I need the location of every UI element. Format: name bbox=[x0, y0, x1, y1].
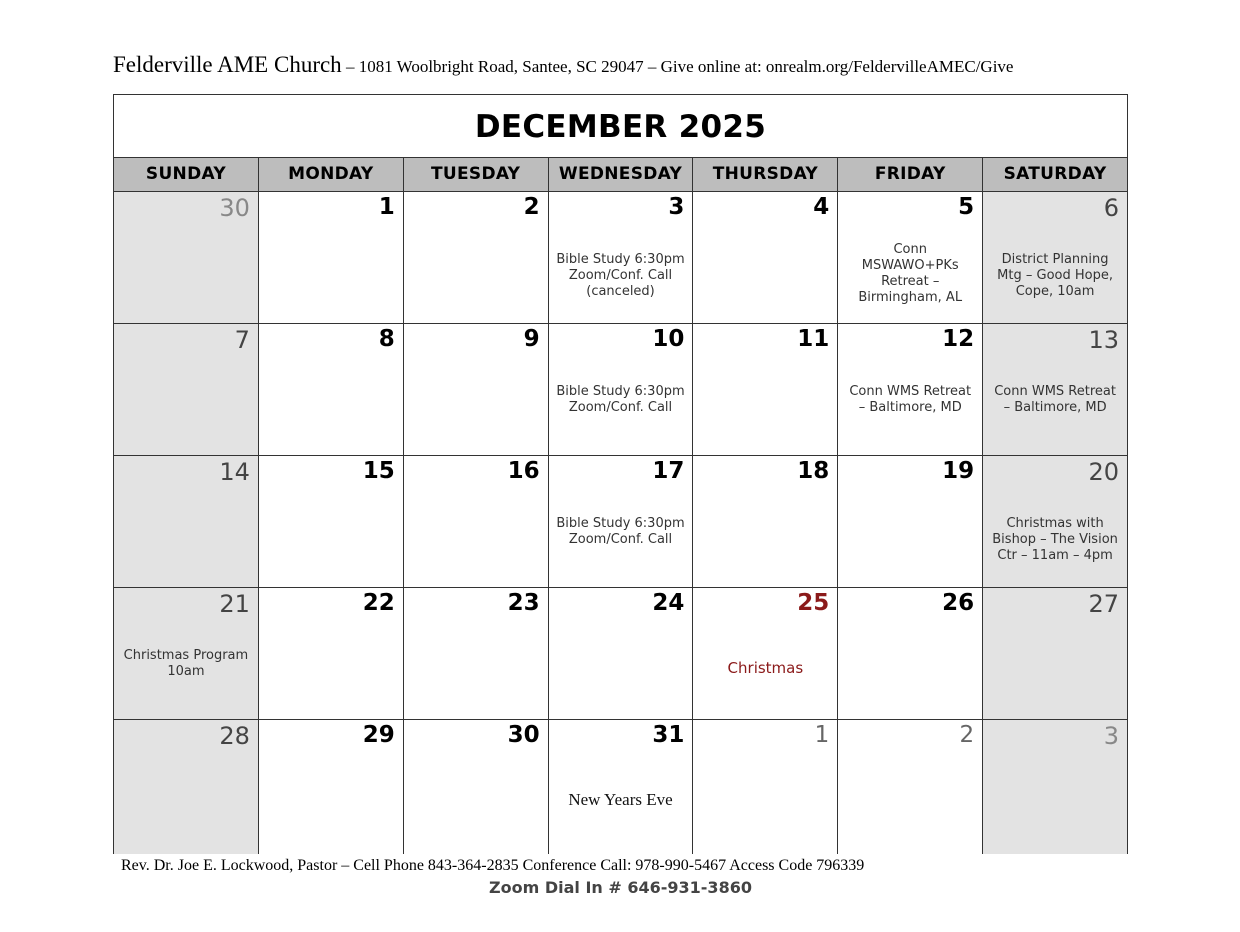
day-cell bbox=[549, 720, 694, 854]
day-number: 30 bbox=[507, 722, 540, 748]
zoom-dial-in: Zoom Dial In # 646-931-3860 bbox=[489, 878, 752, 897]
day-cell bbox=[404, 720, 549, 854]
day-cell bbox=[838, 720, 983, 854]
day-number: 18 bbox=[797, 458, 830, 484]
dow-monday: MONDAY bbox=[259, 158, 404, 191]
day-cell bbox=[114, 192, 259, 323]
pastor-contact: Rev. Dr. Joe E. Lockwood, Pastor – Cell Phone 843-364-2835 Conference Call: 978-990-5467 Access Code 796339 bbox=[121, 857, 865, 874]
day-cell bbox=[983, 588, 1127, 719]
day-of-week-header bbox=[114, 158, 1127, 192]
day-cell bbox=[983, 456, 1127, 587]
calendar-week bbox=[114, 588, 1127, 720]
day-cell bbox=[549, 588, 694, 719]
calendar-event: Christmas Program 10am bbox=[123, 648, 249, 679]
day-number: 9 bbox=[523, 326, 540, 352]
day-cell bbox=[838, 192, 983, 323]
day-number: 27 bbox=[1088, 590, 1120, 618]
day-cell bbox=[114, 588, 259, 719]
dow-thursday: THURSDAY bbox=[693, 158, 838, 191]
day-cell bbox=[404, 456, 549, 587]
dow-friday: FRIDAY bbox=[838, 158, 983, 191]
day-cell bbox=[983, 324, 1127, 455]
day-number: 1 bbox=[814, 722, 830, 748]
day-number: 24 bbox=[652, 590, 685, 616]
day-cell bbox=[549, 456, 694, 587]
church-header bbox=[113, 52, 1133, 78]
day-number: 25 bbox=[797, 590, 830, 616]
day-number: 3 bbox=[668, 194, 685, 220]
day-cell bbox=[259, 192, 404, 323]
dow-sunday: SUNDAY bbox=[114, 158, 259, 191]
day-number: 2 bbox=[959, 722, 975, 748]
day-number: 29 bbox=[362, 722, 395, 748]
day-number: 30 bbox=[219, 194, 250, 222]
day-number: 5 bbox=[958, 194, 975, 220]
calendar-grid bbox=[114, 192, 1127, 854]
day-number: 6 bbox=[1103, 194, 1120, 222]
day-cell bbox=[404, 324, 549, 455]
day-number: 11 bbox=[797, 326, 830, 352]
day-cell bbox=[404, 588, 549, 719]
calendar-week bbox=[114, 324, 1127, 456]
day-cell bbox=[114, 456, 259, 587]
day-cell bbox=[693, 324, 838, 455]
calendar-event: Conn WMS Retreat – Baltimore, MD bbox=[849, 384, 972, 415]
calendar-event: Conn MSWAWO+PKs Retreat – Birmingham, AL bbox=[858, 242, 963, 305]
church-name: Felderville AME Church bbox=[113, 52, 342, 77]
day-number: 22 bbox=[362, 590, 395, 616]
day-cell bbox=[693, 720, 838, 854]
day-number: 10 bbox=[652, 326, 685, 352]
day-cell bbox=[693, 192, 838, 323]
calendar-event: Bible Study 6:30pm Zoom/Conf. Call bbox=[556, 516, 685, 547]
day-number: 31 bbox=[652, 722, 685, 748]
church-address: – 1081 Woolbright Road, Santee, SC 29047 – Give online at: onrealm.org/FeldervilleAMEC/Give bbox=[341, 57, 1014, 76]
dow-tuesday: TUESDAY bbox=[404, 158, 549, 191]
day-number: 8 bbox=[378, 326, 395, 352]
calendar-event: New Years Eve bbox=[568, 790, 673, 809]
calendar-week bbox=[114, 456, 1127, 588]
calendar-week bbox=[114, 720, 1127, 854]
calendar-event: Bible Study 6:30pm Zoom/Conf. Call (canceled) bbox=[556, 252, 685, 299]
day-number: 3 bbox=[1103, 722, 1120, 750]
day-cell bbox=[259, 720, 404, 854]
dow-saturday: SATURDAY bbox=[1003, 164, 1107, 184]
day-cell bbox=[404, 192, 549, 323]
day-number: 15 bbox=[362, 458, 395, 484]
day-number: 26 bbox=[942, 590, 975, 616]
calendar-event: Bible Study 6:30pm Zoom/Conf. Call bbox=[556, 384, 685, 415]
day-cell bbox=[549, 324, 694, 455]
day-cell bbox=[259, 324, 404, 455]
day-cell bbox=[114, 324, 259, 455]
day-number: 14 bbox=[219, 458, 250, 486]
day-number: 16 bbox=[507, 458, 540, 484]
day-cell bbox=[259, 456, 404, 587]
day-cell bbox=[838, 324, 983, 455]
day-number: 19 bbox=[942, 458, 975, 484]
calendar-event: Christmas with Bishop – The Vision Ctr – 11am – 4pm bbox=[992, 516, 1118, 563]
day-number: 13 bbox=[1088, 326, 1120, 354]
calendar-event: Christmas bbox=[727, 659, 804, 677]
day-cell bbox=[983, 720, 1127, 854]
calendar-title: DECEMBER 2025 bbox=[114, 95, 1127, 158]
day-cell bbox=[259, 588, 404, 719]
day-number: 4 bbox=[813, 194, 830, 220]
calendar-event: Conn WMS Retreat – Baltimore, MD bbox=[994, 384, 1116, 415]
day-cell bbox=[693, 588, 838, 719]
day-number: 1 bbox=[378, 194, 395, 220]
calendar bbox=[113, 94, 1128, 854]
day-number: 23 bbox=[507, 590, 540, 616]
day-number: 20 bbox=[1088, 458, 1120, 486]
day-cell bbox=[693, 456, 838, 587]
day-number: 28 bbox=[219, 722, 250, 750]
day-cell bbox=[838, 456, 983, 587]
day-number: 17 bbox=[652, 458, 685, 484]
day-cell bbox=[114, 720, 259, 854]
day-cell bbox=[549, 192, 694, 323]
dow-wednesday: WEDNESDAY bbox=[549, 158, 694, 191]
day-cell bbox=[983, 192, 1127, 323]
day-number: 21 bbox=[219, 590, 250, 618]
day-number: 7 bbox=[234, 326, 250, 354]
day-cell bbox=[838, 588, 983, 719]
day-number: 12 bbox=[942, 326, 975, 352]
calendar-event: District Planning Mtg – Good Hope, Cope, 10am bbox=[997, 252, 1113, 299]
day-number: 2 bbox=[523, 194, 540, 220]
calendar-week bbox=[114, 192, 1127, 324]
